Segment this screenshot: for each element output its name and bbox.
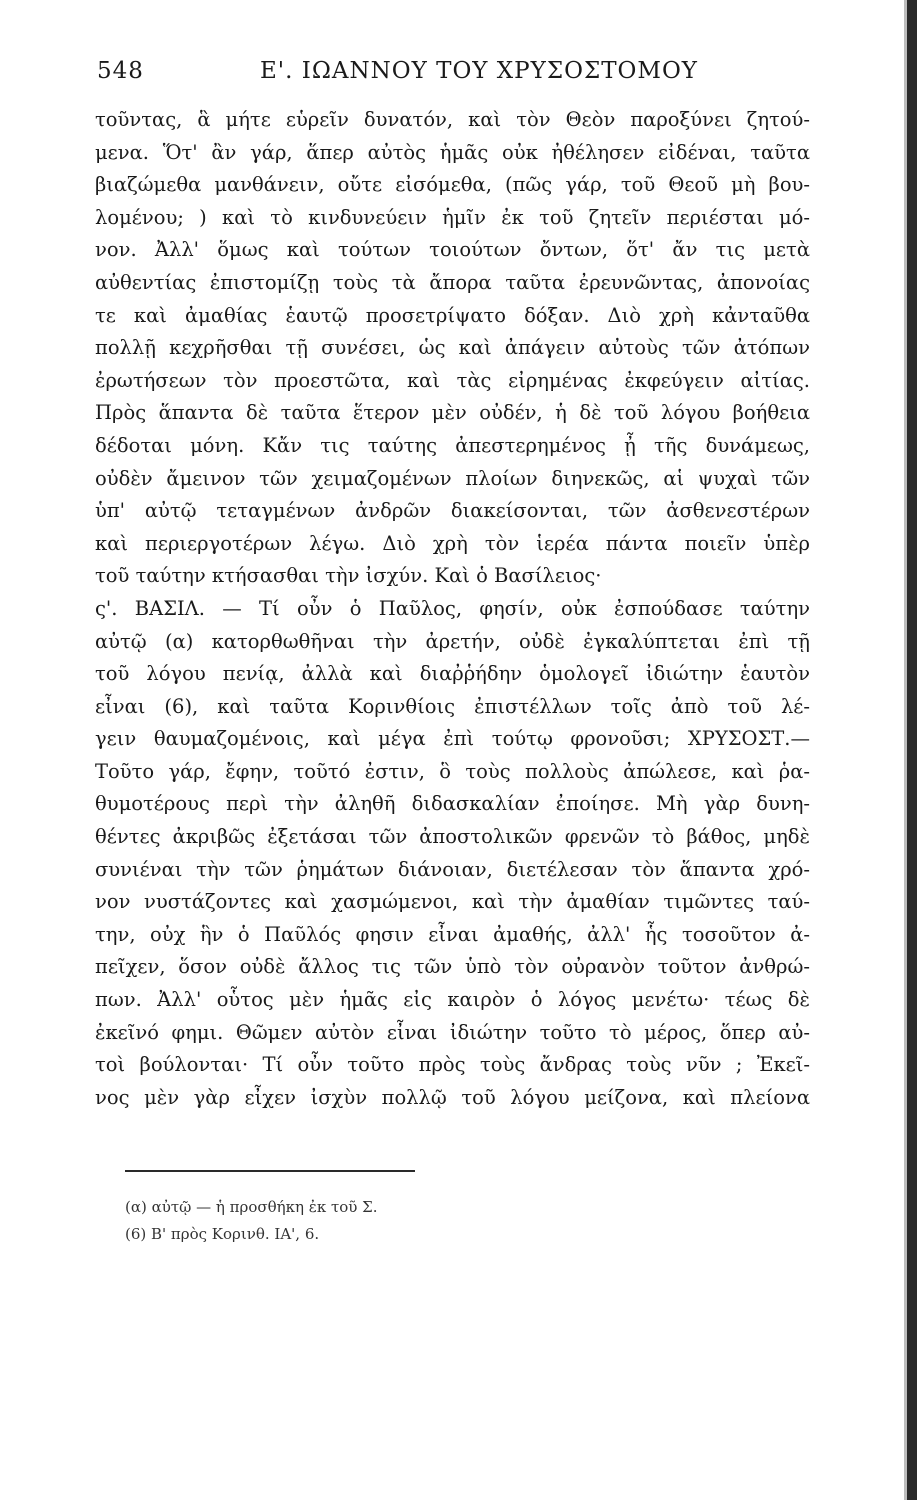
text-line: νον νυστάζοντες καὶ χασμώμενοι, καὶ τὴν ἀμαθίαν τιμῶντες ταύ- <box>95 890 810 914</box>
text-line: πολλῇ κεχρῆσθαι τῇ συνέσει, ὡς καὶ ἀπάγειν αὐτοὺς τῶν ἀτόπων <box>95 336 810 360</box>
text-line: τοῦ λόγου πενίᾳ, ἀλλὰ καὶ διαῤῥήδην ὁμολογεῖ ἰδιώτην ἑαυτὸν <box>95 662 810 686</box>
text-line: νον. Ἀλλ' ὅμως καὶ τούτων τοιούτων ὄντων, ὅτ' ἄν τις μετὰ <box>95 238 810 262</box>
running-head: Ε'. ΙΩΑΝΝΟΥ ΤΟΥ ΧΡΥΣΟΣΤΟΜΟΥ <box>260 58 698 84</box>
text-line: Τοῦτο γάρ, ἔφην, τοῦτό ἐστιν, ὃ τοὺς πολλοὺς ἀπώλεσε, καὶ ῥα- <box>95 759 810 783</box>
text-line: νος μὲν γὰρ εἶχεν ἰσχὺν πολλῷ τοῦ λόγου μείζονα, καὶ πλείονα <box>95 1085 810 1109</box>
page-header <box>95 48 810 98</box>
text-line: τοῦντας, ἃ μήτε εὑρεῖν δυνατόν, καὶ τὸν Θεὸν παροξύνει ζητού- <box>95 108 810 131</box>
footnotes <box>125 1194 810 1248</box>
text-line: ὑπ' αὐτῷ τεταγμένων ἀνδρῶν διακείσονται, τῶν ἀσθενεστέρων <box>95 499 810 523</box>
text-line: θέντες ἀκριβῶς ἐξετάσαι τῶν ἀποστολικῶν φρενῶν τὸ βάθος, μηδὲ <box>95 825 810 849</box>
text-line: ἐρωτήσεων τὸν προεστῶτα, καὶ τὰς εἰρημένας ἐκφεύγειν αἰτίας. <box>95 368 810 392</box>
body-text <box>95 104 810 1114</box>
text-line: καὶ περιεργοτέρων λέγω. Διὸ χρὴ τὸν ἱερέα πάντα ποιεῖν ὑπὲρ <box>95 531 810 555</box>
text-line: λομένου; ) καὶ τὸ κινδυνεύειν ἡμῖν ἐκ τοῦ ζητεῖν περιέσται μό- <box>95 205 810 229</box>
footnote-rule <box>125 1170 415 1172</box>
text-line: Πρὸς ἅπαντα δὲ ταῦτα ἕτερον μὲν οὐδέν, ἡ δὲ τοῦ λόγου βοήθεια <box>95 401 810 425</box>
footnote: (α) αὐτῷ — ἡ προσθήκη ἐκ τοῦ Σ. <box>125 1198 378 1217</box>
text-line: πεῖχεν, ὅσον οὐδὲ ἄλλος τις τῶν ὑπὸ τὸν οὐρανὸν τοῦτον ἀνθρώ- <box>95 955 810 979</box>
text-line: βιαζώμεθα μανθάνειν, οὔτε εἰσόμεθα, (πῶς γάρ, τοῦ Θεοῦ μὴ βου- <box>95 173 810 197</box>
text-line: γειν θαυμαζομένοις, καὶ μέγα ἐπὶ τούτῳ φρονοῦσι; ΧΡΥΣΟΣΤ.— <box>95 727 810 751</box>
footnote: (6) Β' πρὸς Κορινθ. ΙΑ', 6. <box>125 1225 320 1244</box>
page-number: 548 <box>97 58 144 84</box>
text-line: τε καὶ ἀμαθίας ἑαυτῷ προσετρίψατο δόξαν. Διὸ χρὴ κἀνταῦθα <box>95 303 810 327</box>
text-line: θυμοτέρους περὶ τὴν ἀληθῆ διδασκαλίαν ἐποίησε. Μὴ γὰρ δυνη- <box>95 792 810 816</box>
text-line: μενα. Ὅτ' ἂν γάρ, ἅπερ αὐτὸς ἡμᾶς οὐκ ἠθέλησεν εἰδέναι, ταῦτα <box>95 140 810 164</box>
text-line: τοὶ βούλονται· Τί οὖν τοῦτο πρὸς τοὺς ἄνδρας τοὺς νῦν ; Ἐκεῖ- <box>95 1053 810 1077</box>
text-line: εἶναι (6), καὶ ταῦτα Κορινθίοις ἐπιστέλλων τοῖς ἀπὸ τοῦ λέ- <box>95 694 810 718</box>
book-page <box>95 48 810 1248</box>
text-line: ς'. ΒΑΣΙΛ. — Τί οὖν ὁ Παῦλος, φησίν, οὐκ ἐσπούδασε ταύτην <box>95 596 810 620</box>
scan-border <box>907 0 917 1500</box>
text-line: αὐθεντίας ἐπιστομίζῃ τοὺς τὰ ἄπορα ταῦτα ἐρευνῶντας, ἀπονοίας <box>95 270 810 294</box>
text-line: συνιέναι τὴν τῶν ῥημάτων διάνοιαν, διετέλεσαν τὸν ἅπαντα χρό- <box>95 857 810 881</box>
text-line: ἐκεῖνό φημι. Θῶμεν αὐτὸν εἶναι ἰδιώτην τοῦτο τὸ μέρος, ὅπερ αὐ- <box>95 1020 810 1044</box>
text-line: δέδοται μόνη. Κἄν τις ταύτης ἀπεστερημένος ᾖ τῆς δυνάμεως, <box>95 433 810 457</box>
text-line: την, οὐχ ἣν ὁ Παῦλός φησιν εἶναι ἀμαθής, ἀλλ' ἧς τοσοῦτον ἀ- <box>95 922 810 946</box>
text-line: οὐδὲν ἄμεινον τῶν χειμαζομένων πλοίων διηνεκῶς, αἱ ψυχαὶ τῶν <box>95 466 810 490</box>
text-line: πων. Ἀλλ' οὗτος μὲν ἡμᾶς εἰς καιρὸν ὁ λόγος μενέτω· τέως δὲ <box>95 988 810 1012</box>
text-line: τοῦ ταύτην κτήσασθαι τὴν ἰσχύν. Καὶ ὁ Βασίλειος· <box>95 564 602 588</box>
text-line: αὐτῷ (α) κατορθωθῆναι τὴν ἀρετήν, οὐδὲ ἐγκαλύπτεται ἐπὶ τῇ <box>95 629 810 653</box>
